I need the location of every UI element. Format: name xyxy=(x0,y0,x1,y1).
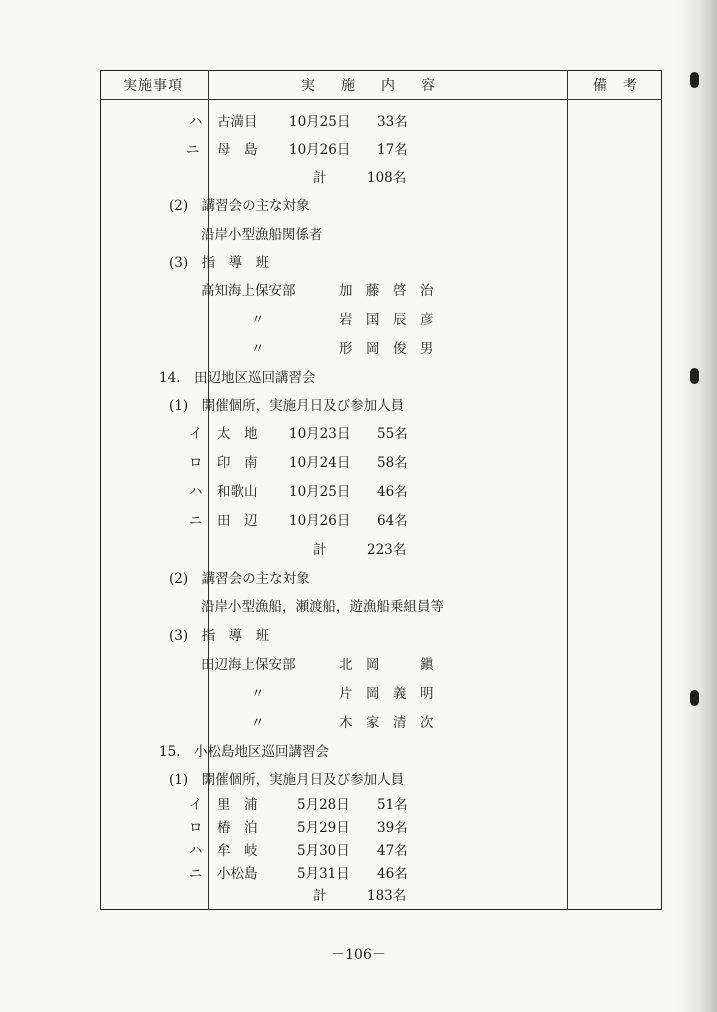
content-text: ロ xyxy=(189,820,203,836)
page-number: －106－ xyxy=(331,947,386,963)
content-text: 形 岡 俊 男 xyxy=(339,341,434,357)
content-text: 108名 xyxy=(367,170,407,186)
content-text: 10月26日 xyxy=(289,513,351,529)
content-text: (3) 指 導 班 xyxy=(169,255,270,271)
content-text: 10月25日 xyxy=(289,484,351,500)
content-text: 田辺海上保安部 xyxy=(201,657,296,673)
scan-shadow xyxy=(677,0,717,1012)
content-text: イ xyxy=(189,426,203,442)
content-text: 〃 xyxy=(251,715,265,731)
content-text: (1) 開催個所，実施月日及び参加人員 xyxy=(169,772,405,788)
content-text: 沿岸小型漁船関係者 xyxy=(201,227,323,243)
binder-hole xyxy=(690,368,699,384)
header-rule xyxy=(101,99,661,100)
content-text: 和歌山 xyxy=(217,484,258,500)
content-text: 47名 xyxy=(377,843,408,859)
content-text: ニ xyxy=(186,142,200,158)
content-text: 田 辺 xyxy=(217,513,258,529)
content-text: 計 xyxy=(313,888,327,904)
content-text: ハ xyxy=(189,114,203,130)
content-text: 5月28日 xyxy=(297,797,350,813)
content-text: 5月31日 xyxy=(297,866,350,882)
content-text: 〃 xyxy=(251,312,265,328)
content-text: (2) 講習会の主な対象 xyxy=(169,198,310,214)
content-text: 計 xyxy=(313,170,327,186)
content-text: 里 浦 xyxy=(217,797,258,813)
content-text: 高知海上保安部 xyxy=(201,283,296,299)
content-text: ニ xyxy=(189,513,203,529)
content-text: ハ xyxy=(189,843,203,859)
content-text: 〃 xyxy=(251,686,265,702)
content-text: 沿岸小型漁船，瀬渡船，遊漁船乗組員等 xyxy=(201,599,444,615)
content-text: 小松島 xyxy=(217,866,258,882)
header-implementation-item: 実施事項 xyxy=(123,78,183,94)
content-text: 5月30日 xyxy=(297,843,350,859)
record-table xyxy=(100,70,662,910)
content-text: 55名 xyxy=(377,426,408,442)
content-text: 北 岡 鎭 xyxy=(339,657,434,673)
content-text: 17名 xyxy=(377,142,408,158)
content-text: 椿 泊 xyxy=(217,820,258,836)
content-text: 印 南 xyxy=(217,455,258,471)
content-text: 木 家 清 次 xyxy=(339,715,434,731)
content-text: 39名 xyxy=(377,820,408,836)
content-text: 223名 xyxy=(367,542,407,558)
content-text: 46名 xyxy=(377,484,408,500)
content-text: 太 地 xyxy=(217,426,258,442)
content-text: 14. 田辺地区巡回講習会 xyxy=(159,370,316,386)
content-text: (2) 講習会の主な対象 xyxy=(169,571,310,587)
content-text: 古満目 xyxy=(217,114,258,130)
header-implementation-content: 実 施 内 容 xyxy=(301,78,441,94)
content-text: 33名 xyxy=(377,114,408,130)
content-text: 母 島 xyxy=(217,142,258,158)
binder-hole xyxy=(690,72,699,88)
content-text: 計 xyxy=(313,542,327,558)
content-text: ニ xyxy=(189,866,203,882)
content-text: 15. 小松島地区巡回講習会 xyxy=(159,744,329,760)
binder-hole xyxy=(690,690,699,706)
content-text: 51名 xyxy=(377,797,408,813)
content-text: (1) 開催個所，実施月日及び参加人員 xyxy=(169,398,405,414)
content-text: 46名 xyxy=(377,866,408,882)
content-text: 片 岡 義 明 xyxy=(339,686,434,702)
content-text: 牟 岐 xyxy=(217,843,258,859)
content-text: 10月25日 xyxy=(289,114,351,130)
header-remarks: 備 考 xyxy=(593,78,638,94)
content-text: 5月29日 xyxy=(297,820,350,836)
content-text: 10月24日 xyxy=(289,455,351,471)
content-text: 〃 xyxy=(251,341,265,357)
content-text: ロ xyxy=(189,455,203,471)
content-text: 岩 国 辰 彦 xyxy=(339,312,434,328)
content-text: 加 藤 啓 治 xyxy=(339,283,434,299)
content-text: (3) 指 導 班 xyxy=(169,628,270,644)
content-text: 10月26日 xyxy=(289,142,351,158)
column-divider xyxy=(567,71,568,909)
content-text: 64名 xyxy=(377,513,408,529)
content-text: イ xyxy=(189,797,203,813)
content-text: 58名 xyxy=(377,455,408,471)
content-text: 10月23日 xyxy=(289,426,351,442)
content-text: ハ xyxy=(189,484,203,500)
content-text: 183名 xyxy=(367,888,407,904)
